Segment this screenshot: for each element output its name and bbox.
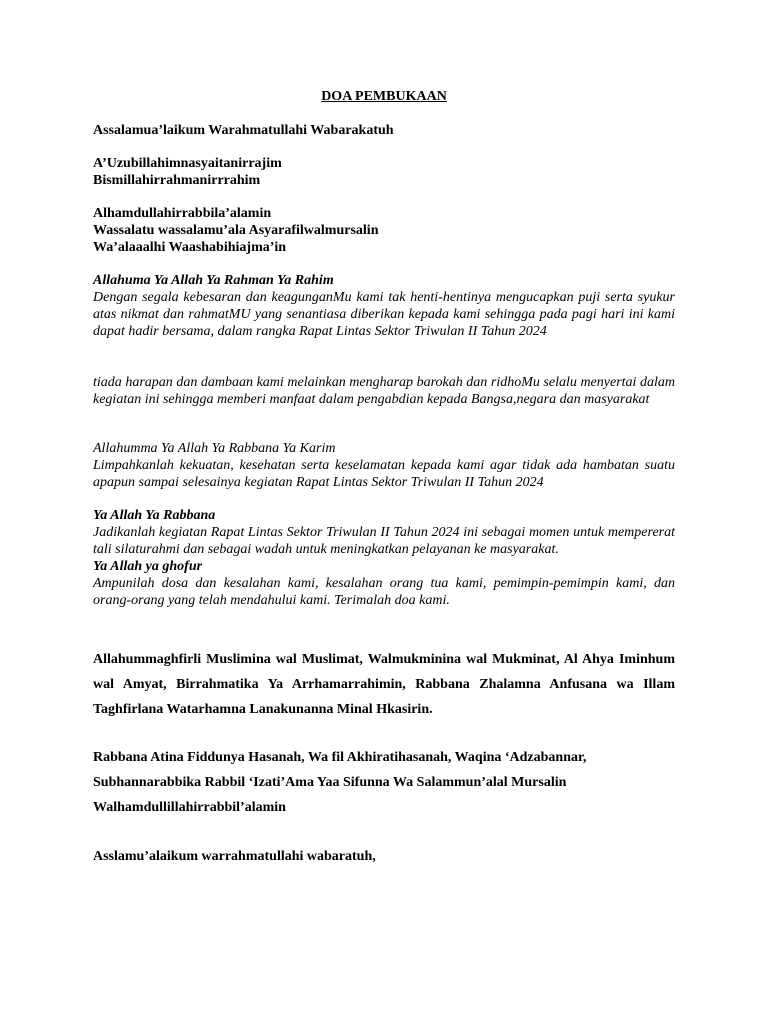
section-4-body: Ampunilah dosa dan kesalahan kami, kesalahan orang tua kami, pemimpin-pemimpin kami, dan orang-orang yang telah mendahului kami. Terimalah doa kami. xyxy=(93,576,675,608)
section-1-body-2: tiada harapan dan dambaan kami melainkan mengharap barokah dan ridhoMu selalu menyertai dalam kegiatan ini sehingga memberi manfaat dalam pengabdian kepada Bangsa,negara dan masyarakat xyxy=(93,375,675,407)
section-4-heading: Ya Allah ya ghofur xyxy=(93,559,203,574)
closing-prayer-2-line: Rabbana Atina Fiddunya Hasanah, Wa fil Akhiratihasanah, Waqina ‘Adzabannar, xyxy=(93,750,587,765)
closing-prayer-2 xyxy=(93,745,675,820)
section-2-heading: Allahumma Ya Allah Ya Rabbana Ya Karim xyxy=(93,441,336,456)
section-3-body: Jadikanlah kegiatan Rapat Lintas Sektor Triwulan II Tahun 2024 ini sebagai momen untuk mempererat tali silaturahmi dan sebagai wadah untuk meningkatkan pelayanan ke masyarakat. xyxy=(93,525,675,557)
section-1-body: Dengan segala kebesaran dan keagunganMu kami tak henti-hentinya mengucapkan puji serta syukur atas nikmat dan rahmatMU yang senantiasa diberikan kepada kami sehingga pada pagi hari ini kami dapat hadir bersama, dalam rangka Rapat Lintas Sektor Triwulan II Tahun 2024 xyxy=(93,290,675,339)
basmalah-line: Bismillahirrahmanirrrahim xyxy=(93,173,261,188)
document-title: DOA PEMBUKAAN xyxy=(321,89,447,104)
salam-closing: Asslamu’alaikum warrahmatullahi wabaratuh, xyxy=(93,849,376,864)
section-3-heading: Ya Allah Ya Rabbana xyxy=(93,508,216,523)
section-2 xyxy=(93,440,675,491)
hamdalah-line: Wassalatu wassalamu’ala Asyarafilwalmursalin xyxy=(93,223,379,238)
section-1 xyxy=(93,272,675,340)
hamdalah-block xyxy=(93,205,675,256)
section-3 xyxy=(93,507,675,609)
hamdalah-line: Wa’alaaalhi Waashabihiajma’in xyxy=(93,240,287,255)
closing-prayer-1: Allahummaghfirli Muslimina wal Muslimat, Walmukminina wal Mukminat, Al Ahya Iminhum wal Amyat, Birrahmatika Ya Arrhamarrahimin, Rabbana Zhalamna Anfusana wa Illam Taghfirlana Watarhamna Lanakunanna Minal Hkasirin. xyxy=(93,652,675,717)
closing-prayer-2-line: Walhamdullillahirrabbil’alamin xyxy=(93,800,286,815)
closing-prayer-2-line: Subhannarabbika Rabbil ‘Izati’Ama Yaa Sifunna Wa Salammun’alal Mursalin xyxy=(93,775,567,790)
section-2-body: Limpahkanlah kekuatan, kesehatan serta keselamatan kepada kami agar tidak ada hambatan suatu apapun sampai selesainya kegiatan Rapat Lintas Sektor Triwulan II Tahun 2024 xyxy=(93,458,675,490)
hamdalah-line: Alhamdullahirrabbila’alamin xyxy=(93,206,272,221)
salam-opening: Assalamua’laikum Warahmatullahi Wabarakatuh xyxy=(93,123,394,138)
taawudz-line: A’Uzubillahimnasyaitanirrajim xyxy=(93,156,282,171)
taawudz-basmalah xyxy=(93,155,675,189)
section-1-heading: Allahuma Ya Allah Ya Rahman Ya Rahim xyxy=(93,273,334,288)
